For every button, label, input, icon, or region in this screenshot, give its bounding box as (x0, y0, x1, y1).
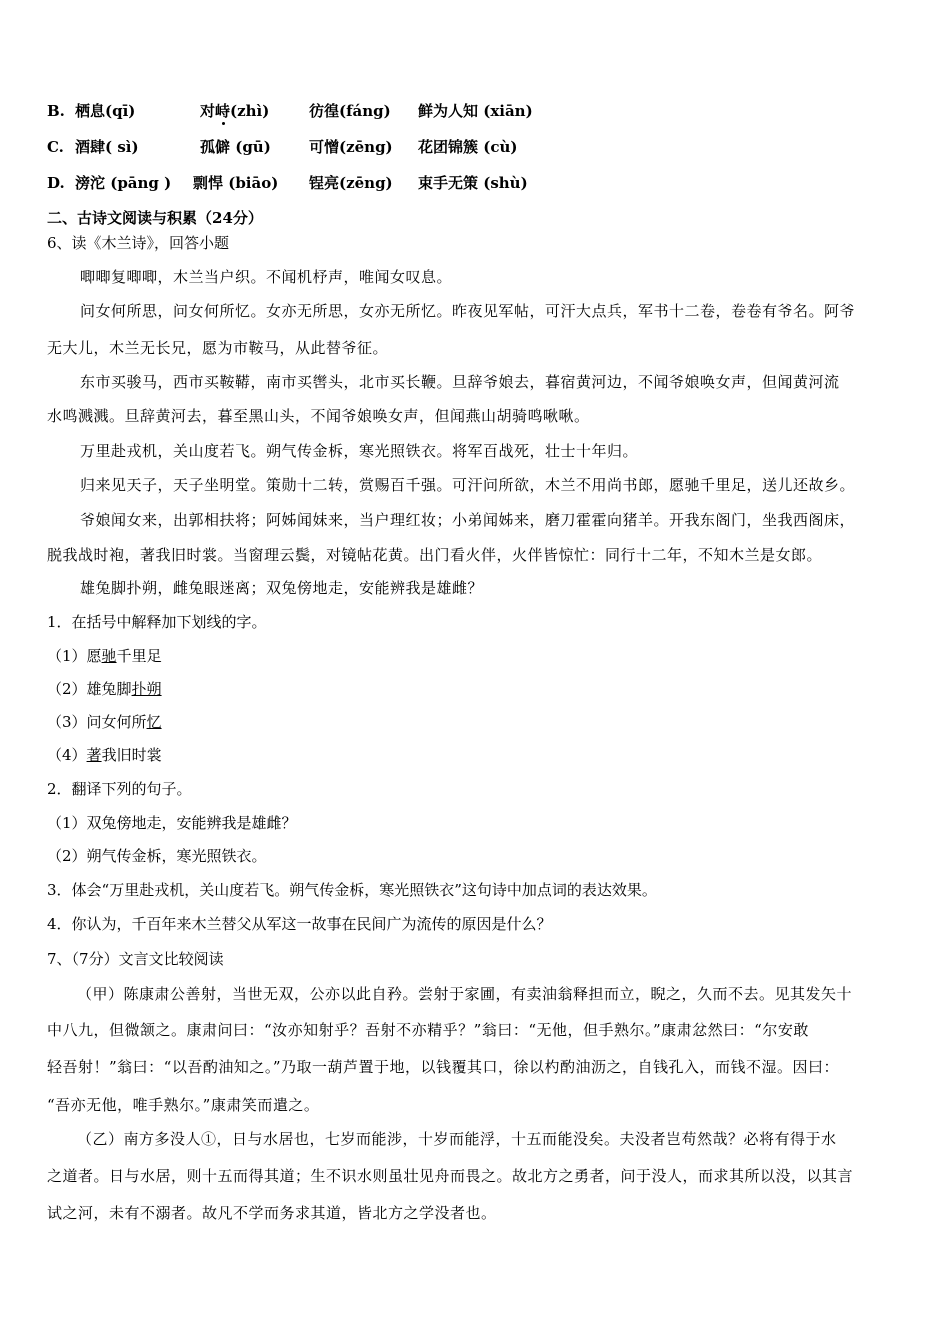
poem-line: 雄兔脚扑朔，雌兔眼迷离；双兔傍地走，安能辨我是雄雌？ (80, 579, 484, 597)
question-7-title: 7、（7分）文言文比较阅读 (47, 950, 224, 968)
poem-line: 问女何所思，问女何所忆。女亦无所思，女亦无所忆。昨夜见军帖，可汗大点兵，军书十二卷，卷卷有爷名。阿爷 (80, 302, 856, 320)
poem-line: 水鸣溅溅。旦辞黄河去，暮至黑山头，不闻爷娘唤女声，但闻燕山胡骑鸣啾啾。 (47, 407, 590, 425)
passage-a-line: 中八九，但微颔之。康肃问曰：“汝亦知射乎？吾射不亦精乎？”翁曰：“无他，但手熟尔。”康肃忿然曰：“尔安敢 (47, 1021, 809, 1039)
question-2-title: 2．翻译下列的句子。 (47, 780, 192, 798)
question-1-item: （1）愿驰千里足 (47, 647, 162, 665)
poem-line: 爷娘闻女来，出郭相扶将；阿姊闻妹来，当户理红妆；小弟闻姊来，磨刀霍霍向猪羊。开我东阁门，坐我西阁床， (80, 511, 856, 529)
passage-b-line: 之道者。日与水居，则十五而得其道；生不识水则虽壮见舟而畏之。故北方之勇者，问于没人，而求其所以没，以其言 (47, 1167, 854, 1185)
poem-line: 归来见天子，天子坐明堂。策勋十二转，赏赐百千强。可汗问所欲，木兰不用尚书郎，愿驰千里足，送儿还故乡。 (80, 476, 856, 494)
option-row-c (47, 137, 647, 159)
section-title: 二、古诗文阅读与积累（24分） (47, 209, 263, 227)
poem-line: 无大儿，木兰无长兄，愿为市鞍马，从此替爷征。 (47, 339, 389, 357)
option-letter: B. (47, 102, 65, 120)
option-letter: D. (47, 174, 65, 192)
poem-line: 脱我战时袍，著我旧时裳。当窗理云鬓，对镜帖花黄。出门看火伴，火伴皆惊忙：同行十二年，不知木兰是女郎。 (47, 546, 823, 564)
option-item: 花团锦簇 (cù) (418, 138, 518, 156)
question-2-item: （2）朔气传金柝，寒光照铁衣。 (47, 847, 267, 865)
option-item: 锃亮(zēng) (309, 174, 393, 192)
passage-a-line: （甲）陈康肃公善射，当世无双，公亦以此自矜。尝射于家圃，有卖油翁释担而立，睨之，久而不去。见其发矢十 (77, 985, 853, 1003)
question-2-item: （1）双兔傍地走，安能辨我是雄雌？ (47, 814, 297, 832)
poem-line: 唧唧复唧唧，木兰当户织。不闻机杼声，唯闻女叹息。 (80, 268, 453, 286)
option-item: 鲜为人知 (xiān) (418, 102, 533, 120)
option-item: 彷徨(fáng) (309, 102, 391, 120)
question-1-item: （2）雄兔脚扑朔 (47, 680, 162, 698)
option-item: 剽悍 (biāo) (193, 174, 279, 192)
poem-line: 万里赴戎机，关山度若飞。朔气传金柝，寒光照铁衣。将军百战死，壮士十年归。 (80, 442, 639, 460)
option-item: 对峙(zhì) (200, 102, 270, 120)
passage-a-line: 轻吾射！”翁曰：“以吾酌油知之。”乃取一葫芦置于地，以钱覆其口，徐以杓酌油沥之，自钱孔入，而钱不湿。因曰： (47, 1058, 840, 1076)
option-item: 栖息(qī) (75, 102, 136, 120)
option-letter: C. (47, 138, 64, 156)
option-item: 束手无策 (shù) (418, 174, 528, 192)
option-item: 酒肆( sì) (75, 138, 139, 156)
question-1-title: 1．在括号中解释加下划线的字。 (47, 613, 267, 631)
passage-b-line: 试之河，未有不溺者。故凡不学而务求其道，皆北方之学没者也。 (47, 1204, 497, 1222)
question-1-item: （3）问女何所忆 (47, 713, 162, 731)
question-6-title: 6、读《木兰诗》，回答小题 (47, 234, 230, 252)
question-1-item: （4）著我旧时裳 (47, 746, 162, 764)
option-row-b (47, 101, 647, 123)
poem-line: 东市买骏马，西市买鞍鞯，南市买辔头，北市买长鞭。旦辞爷娘去，暮宿黄河边，不闻爷娘唤女声，但闻黄河流 (80, 373, 840, 391)
passage-b-line: （乙）南方多没人①，日与水居也，七岁而能涉，十岁而能浮，十五而能没矣。夫没者岂苟然哉？必将有得于水 (77, 1130, 837, 1148)
option-item: 孤僻 (gū) (200, 138, 271, 156)
option-item: 滂沱 (pāng ) (75, 174, 172, 192)
question-4: 4．你认为，千百年来木兰替父从军这一故事在民间广为流传的原因是什么？ (47, 915, 552, 933)
question-3: 3．体会“万里赴戎机，关山度若飞。朔气传金柝，寒光照铁衣”这句诗中加点词的表达效果。 (47, 881, 657, 899)
option-item: 可憎(zēng) (309, 138, 393, 156)
passage-a-line: “吾亦无他，唯手熟尔。”康肃笑而遣之。 (47, 1096, 320, 1114)
option-row-d (47, 173, 647, 195)
